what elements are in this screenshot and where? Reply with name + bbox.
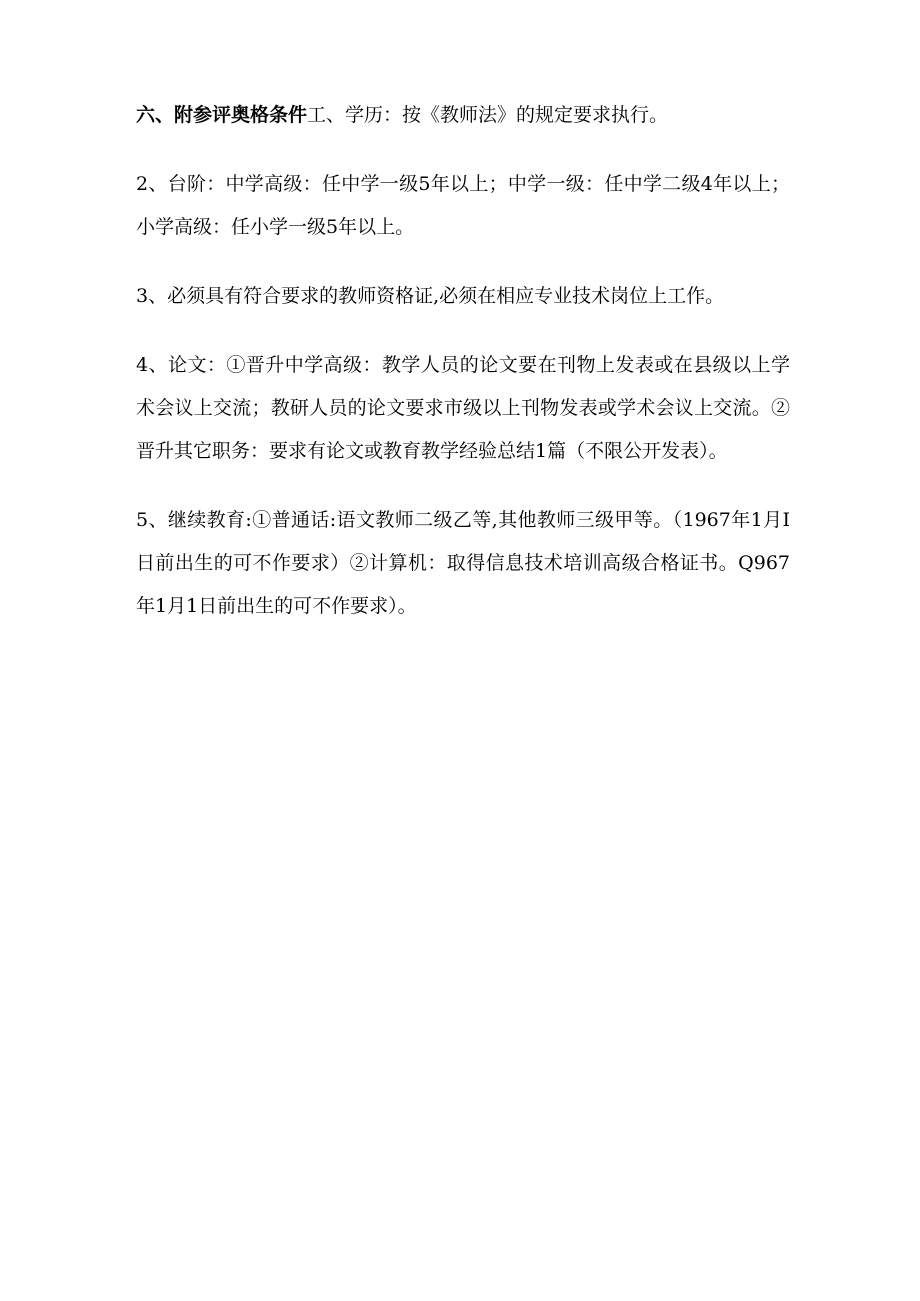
paragraph-level-requirement: 2、台阶：中学高级：任中学一级5年以上；中学一级：任中学二级4年以上；小学高级：任小学一级5年以上。 (136, 173, 790, 238)
section-heading (136, 94, 790, 137)
section-heading-text: 工、学历：按《教师法》的规定要求执行。 (307, 104, 669, 126)
paragraph-certificate-requirement: 3、必须具有符合要求的教师资格证,必须在相应专业技术岗位上工作。 (136, 285, 725, 307)
document-body (136, 94, 790, 654)
section-heading-bold: 六、附参评奥格条件 (136, 104, 308, 126)
paragraph-thesis-requirement: 4、论文：①晋升中学高级：教学人员的论文要在刊物上发表或在县级以上学术会议上交流；教研人员的论文要求市级以上刊物发表或学术会议上交流。②晋升其它职务：要求有论文或教育教学经验总结1篇（不限公开发表）。 (136, 354, 790, 462)
paragraph-continuing-education: 5、继续教育:①普通话:语文教师二级乙等,其他教师三级甲等。（1967年1月I日前出生的可不作要求）②计算机：取得信息技术培训高级合格证书。Q967年1月1日前出生的可不作要求）。 (136, 509, 790, 617)
